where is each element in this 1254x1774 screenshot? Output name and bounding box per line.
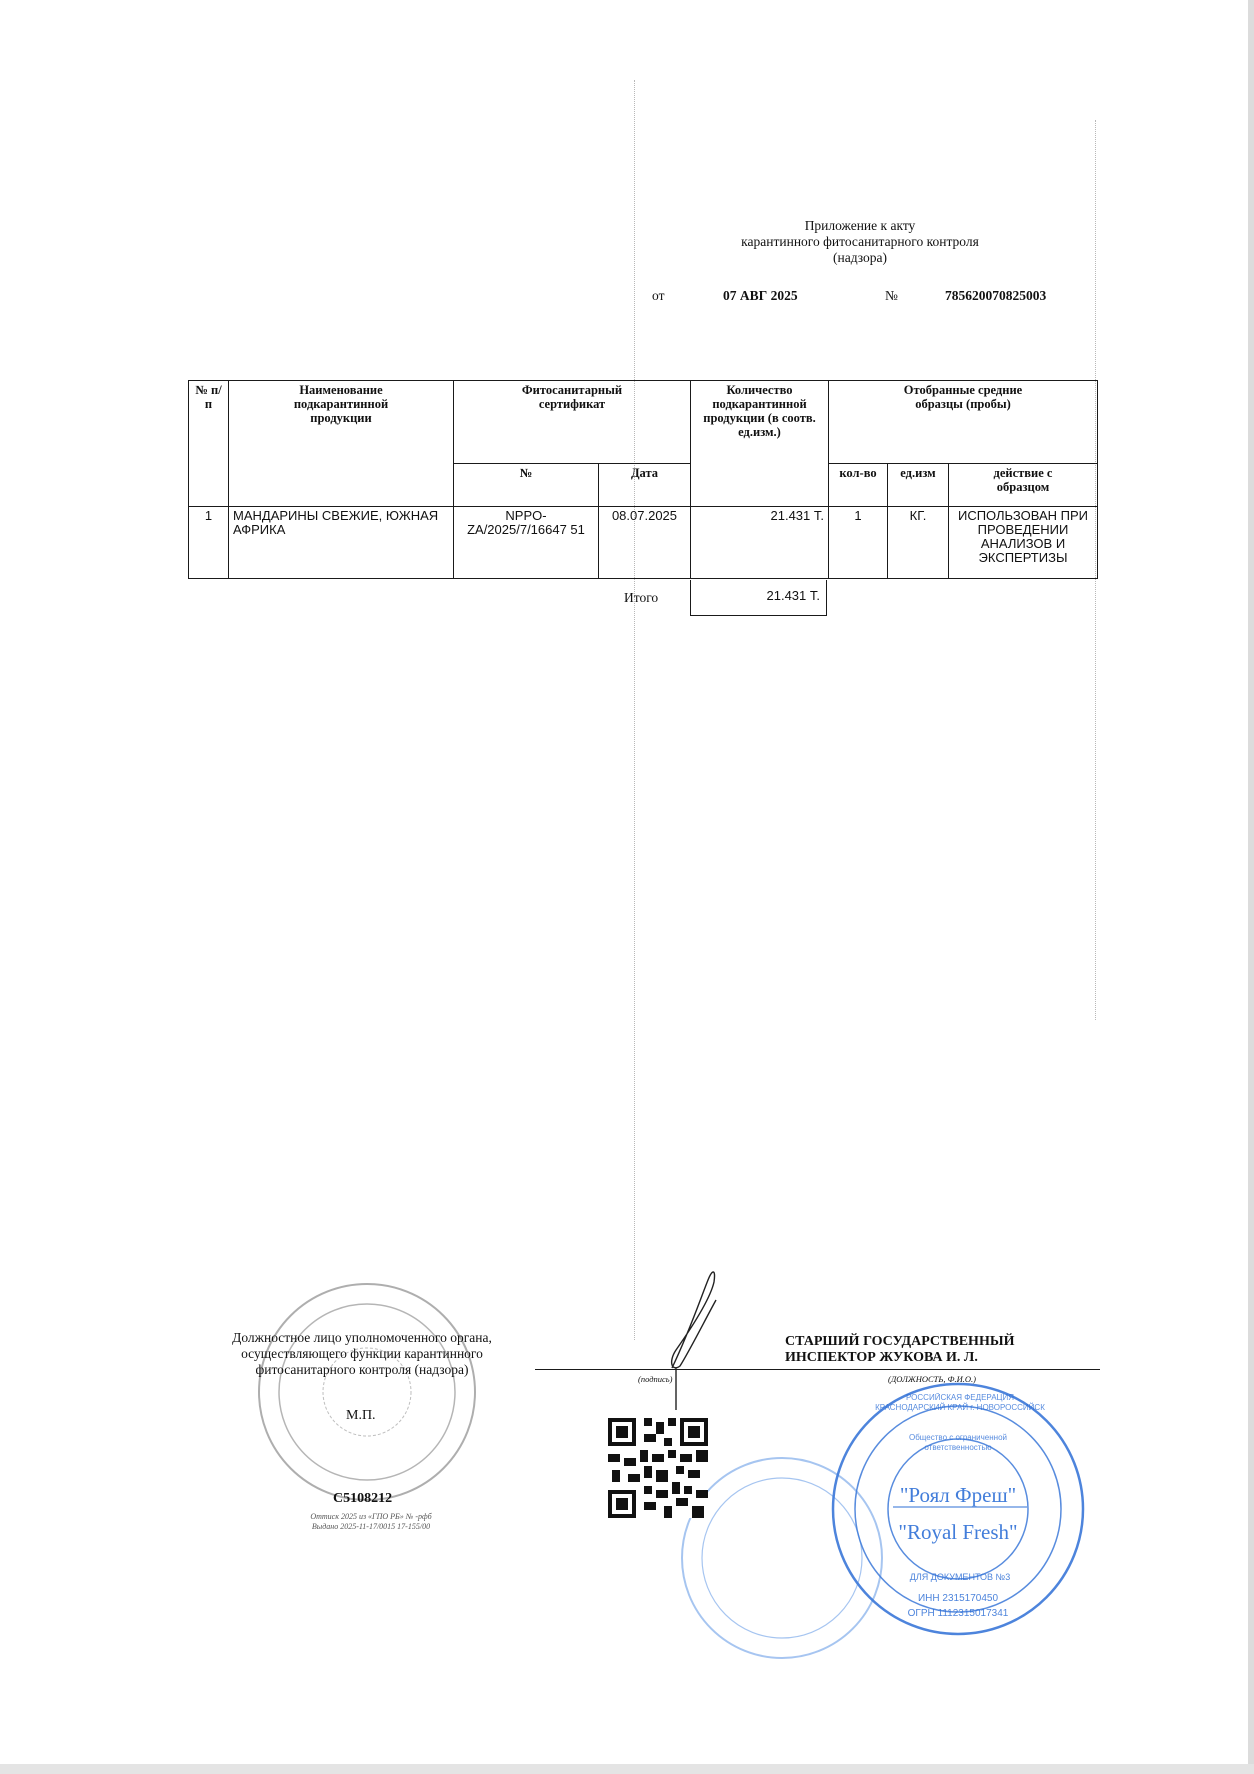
inspector-position [785,1334,1014,1366]
header-samples: Отобранные средние образцы (пробы) [829,381,1098,464]
qr-code-icon [608,1418,708,1518]
header-cert-date: Дата [599,464,691,507]
act-date: 07 АВГ 2025 [723,288,798,303]
company-stamp-bottom-text: ДЛЯ ДОКУМЕНТОВ №3 [909,1572,1011,1582]
inspector-line-1: СТАРШИЙ ГОСУДАРСТВЕННЫЙ [785,1334,1015,1349]
total-value: 21.431 Т. [690,580,827,616]
row-cert-no: NPPO-ZA/2025/7/16647 51 [454,507,599,579]
heading-line-1: Приложение к акту [804,218,916,233]
act-number-sign: № [885,288,898,303]
row-no: 1 [189,507,229,579]
header-no: № п/п [189,381,229,507]
header-quantity: Количество подкарантинной продукции (в соотв. ед.изм.) [691,381,829,507]
company-stamp-inn: ИНН 2315170450 [917,1593,999,1604]
row-cert-date: 08.07.2025 [599,507,691,579]
heading-line-2: карантинного фитосанитарного контроля [741,234,979,249]
total-label: Итого [624,590,659,605]
official-title: Должностное лицо уполномоченного органа, осуществляющего функции карантинного фитосанитарного контроля (надзора) [232,1330,492,1377]
company-stamp-name-ru: "Роял Фреш" [899,1483,1017,1507]
act-number: 785620070825003 [945,288,1047,303]
company-stamp-outer-text: РОССИЙСКАЯ ФЕДЕРАЦИЯ КРАСНОДАРСКИЙ КРАЙ г. НОВОРОССИЙСК [875,1393,1045,1412]
stamp-subtext-line-2: Выдано 2025-11-17/0015 17-155/00 [311,1522,431,1531]
header-product-name: Наименование подкарантинной продукции [229,381,454,507]
signature-scribble [672,1272,716,1410]
row-quantity: 21.431 Т. [691,507,829,579]
caption-position: (ДОЛЖНОСТЬ, Ф.И.О.) [888,1374,976,1384]
heading-line-3: (надзора) [833,250,887,265]
stamp-place-label: М.П. [346,1408,376,1423]
header-cert-no: № [454,464,599,507]
stamp-subtext-line-1: Оттиск 2025 из «ГПО РБ» № -рфб [310,1512,432,1521]
row-sample-unit: КГ. [888,507,949,579]
company-stamp-name-en: "Royal Fresh" [898,1520,1018,1544]
row-sample-action: ИСПОЛЬЗОВАН ПРИ ПРОВЕДЕНИИ АНАЛИЗОВ И ЭКСПЕРТИЗЫ [949,507,1098,579]
act-from-label: от [652,288,665,303]
header-sample-action: действие с образцом [949,464,1098,507]
inspector-line-2: ИНСПЕКТОР ЖУКОВА И. Л. [785,1350,978,1365]
stamp-subtext [286,1512,456,1532]
company-stamp-ogrn: ОГРН 1112315017341 [907,1608,1009,1619]
row-product-name: МАНДАРИНЫ СВЕЖИЕ, ЮЖНАЯ АФРИКА [229,507,454,579]
header-certificate: Фитосанитарный сертификат [454,381,691,464]
caption-signature: (подпись) [638,1374,673,1384]
company-stamp-inner-text: Общество с ограниченной ответственностью [909,1433,1007,1452]
stamp-code: С5108212 [333,1491,393,1506]
header-sample-unit: ед.изм [888,464,949,507]
row-sample-qty: 1 [829,507,888,579]
faint-blue-stamp [682,1458,882,1658]
signature-line [535,1369,1100,1370]
header-sample-qty: кол-во [829,464,888,507]
official-round-stamp [259,1284,475,1500]
